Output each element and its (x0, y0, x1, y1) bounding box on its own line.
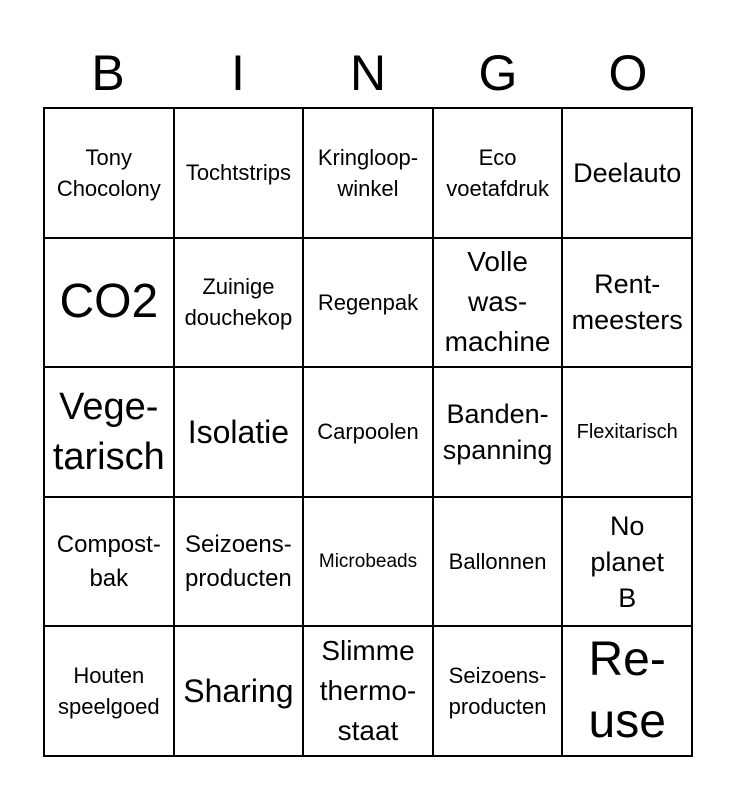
header-letter-o: O (608, 45, 648, 101)
header-letter-n: N (349, 45, 387, 101)
bingo-cell[interactable]: Carpoolen (303, 367, 433, 497)
bingo-cell[interactable]: Kringloop- winkel (303, 108, 433, 238)
bingo-cell[interactable]: Tochtstrips (174, 108, 304, 238)
header-letter-g: G (478, 45, 518, 101)
bingo-cell[interactable]: Microbeads (303, 497, 433, 627)
bingo-cell[interactable]: Deelauto (562, 108, 692, 238)
bingo-cell[interactable]: Houten speelgoed (44, 626, 174, 756)
bingo-cell[interactable]: Re- use (562, 626, 692, 756)
bingo-cell[interactable]: Banden- spanning (433, 367, 563, 497)
bingo-header (43, 38, 693, 108)
bingo-cell[interactable]: Zuinige douchekop (174, 238, 304, 368)
bingo-cell[interactable]: Isolatie (174, 367, 304, 497)
bingo-cell[interactable]: Slimme thermo- staat (303, 626, 433, 756)
bingo-cell[interactable]: Regenpak (303, 238, 433, 368)
bingo-cell[interactable]: CO2 (44, 238, 174, 368)
bingo-cell[interactable]: Flexitarisch (562, 367, 692, 497)
bingo-cell[interactable]: No planet B (562, 497, 692, 627)
bingo-cell[interactable]: Vege- tarisch (44, 367, 174, 497)
bingo-cell[interactable]: Ballonnen (433, 497, 563, 627)
bingo-grid (43, 107, 693, 757)
bingo-cell[interactable]: Seizoens- producten (433, 626, 563, 756)
bingo-cell[interactable]: Tony Chocolony (44, 108, 174, 238)
bingo-cell[interactable]: Rent- meesters (562, 238, 692, 368)
bingo-cell[interactable]: Compost- bak (44, 497, 174, 627)
bingo-cell[interactable]: Seizoens- producten (174, 497, 304, 627)
header-letter-i: I (231, 45, 245, 101)
bingo-cell[interactable]: Sharing (174, 626, 304, 756)
header-letter-b: B (91, 45, 125, 101)
bingo-cell[interactable]: Eco voetafdruk (433, 108, 563, 238)
bingo-cell[interactable]: Volle was- machine (433, 238, 563, 368)
